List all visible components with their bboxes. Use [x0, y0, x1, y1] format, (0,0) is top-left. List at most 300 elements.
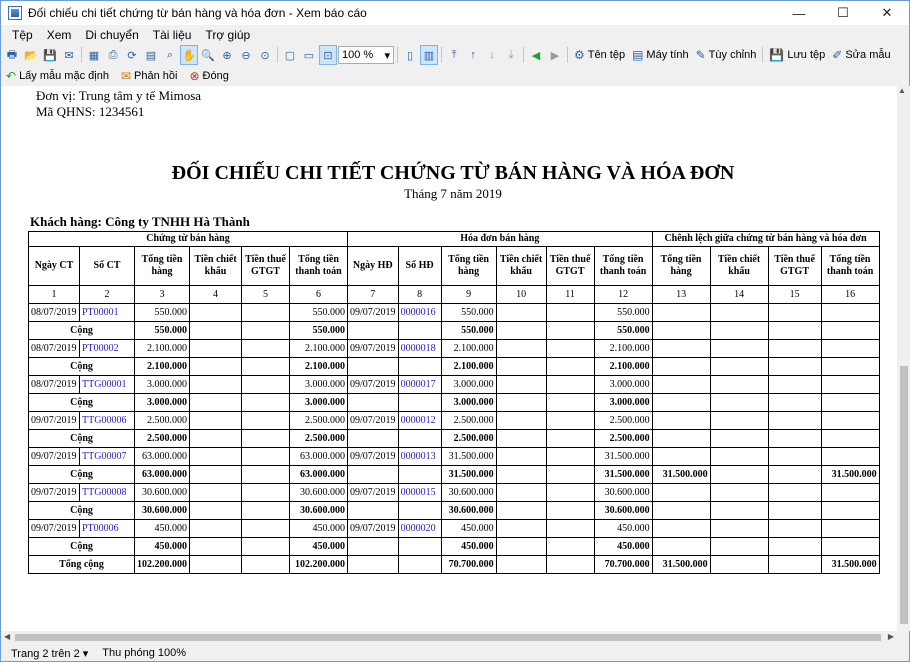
- table-cell: 09/07/2019: [29, 448, 80, 466]
- table-cell: 2.100.000: [441, 358, 496, 376]
- table-cell: 30.600.000: [441, 484, 496, 502]
- table-cell: [768, 394, 821, 412]
- table-cell: [348, 502, 399, 520]
- refresh-icon[interactable]: ⟳: [127, 49, 137, 62]
- column-header: Tổng tiền hàng: [652, 247, 710, 286]
- table-cell: [242, 466, 290, 484]
- table-cell: [710, 322, 768, 340]
- table-cell: [821, 376, 879, 394]
- table-cell: 2.500.000: [441, 412, 496, 430]
- column-number: 15: [768, 286, 821, 304]
- table-cell: 09/07/2019: [29, 520, 80, 538]
- table-cell: 2.100.000: [441, 340, 496, 358]
- column-number: 8: [398, 286, 441, 304]
- table-cell: [496, 520, 546, 538]
- table-cell: [821, 304, 879, 322]
- table-cell: 31.500.000: [652, 556, 710, 574]
- table-cell: [652, 358, 710, 376]
- table-cell: 3.000.000: [135, 376, 190, 394]
- table-cell: 31.500.000: [594, 466, 652, 484]
- document-link[interactable]: 0000017: [398, 376, 441, 394]
- table-cell: 550.000: [135, 304, 190, 322]
- table-cell: [768, 412, 821, 430]
- title-bar: [1, 1, 909, 25]
- table-cell: 550.000: [441, 304, 496, 322]
- page-setup-icon[interactable]: ▤: [145, 49, 157, 62]
- table-cell: 450.000: [135, 538, 190, 556]
- table-cell: 3.000.000: [441, 376, 496, 394]
- table-cell: [821, 484, 879, 502]
- table-cell: 09/07/2019: [348, 376, 399, 394]
- table-cell: [398, 394, 441, 412]
- table-cell: [710, 484, 768, 502]
- main-toolbar: [1, 44, 909, 66]
- zoom-tool-icon[interactable]: 🔍: [201, 49, 215, 62]
- table-cell: [190, 520, 242, 538]
- secondary-toolbar: [1, 66, 909, 86]
- customize-button[interactable]: [693, 45, 760, 65]
- table-cell: [546, 358, 594, 376]
- scroll-up-icon[interactable]: ▲: [898, 86, 906, 95]
- table-cell: [242, 340, 290, 358]
- table-cell: [242, 502, 290, 520]
- close-report-button[interactable]: [186, 66, 231, 86]
- table-cell: [242, 394, 290, 412]
- table-cell: 2.100.000: [135, 358, 190, 376]
- toolbar-separator: [277, 47, 278, 63]
- menu-navigate[interactable]: Di chuyển: [85, 27, 139, 42]
- single-page-icon[interactable]: ▯: [406, 49, 414, 62]
- table-cell: 30.600.000: [135, 484, 190, 502]
- table-cell: 2.500.000: [290, 430, 348, 448]
- group-header-difference: Chênh lệch giữa chứng từ bán hàng và hóa đơn: [652, 232, 879, 247]
- column-header: Tiền chiết khấu: [496, 247, 546, 286]
- table-cell: 2.500.000: [441, 430, 496, 448]
- table-cell: [710, 520, 768, 538]
- menu-bar: [1, 25, 909, 44]
- minimize-button[interactable]: —: [792, 5, 806, 21]
- table-cell: 2.100.000: [290, 340, 348, 358]
- customize-label: Tùy chỉnh: [708, 49, 757, 61]
- table-cell: [768, 556, 821, 574]
- document-link[interactable]: 0000013: [398, 448, 441, 466]
- zoom-status: Thu phóng 100%: [102, 647, 187, 659]
- table-cell: [652, 322, 710, 340]
- document-link[interactable]: 0000016: [398, 304, 441, 322]
- document-link[interactable]: TTG00007: [80, 448, 135, 466]
- email-icon[interactable]: ✉: [64, 49, 74, 62]
- table-row: [29, 304, 880, 322]
- scroll-right-icon[interactable]: ▶: [887, 632, 894, 641]
- previous-page-icon[interactable]: ↑: [470, 49, 476, 61]
- table-cell: [652, 430, 710, 448]
- table-cell: [546, 502, 594, 520]
- table-cell: [710, 412, 768, 430]
- search-icon[interactable]: ⌕: [166, 48, 174, 61]
- toolbar-separator: [397, 47, 398, 63]
- table-cell: [398, 466, 441, 484]
- table-cell: [190, 538, 242, 556]
- table-cell: [190, 304, 242, 322]
- table-cell: 30.600.000: [594, 502, 652, 520]
- table-cell: [710, 394, 768, 412]
- document-link[interactable]: TTG00001: [80, 376, 135, 394]
- table-cell: [348, 556, 399, 574]
- column-header: Tiền chiết khấu: [710, 247, 768, 286]
- table-cell: 09/07/2019: [29, 484, 80, 502]
- column-number: 12: [594, 286, 652, 304]
- table-cell: [496, 448, 546, 466]
- column-number-row: [29, 286, 880, 304]
- table-cell: [190, 394, 242, 412]
- document-link[interactable]: 0000012: [398, 412, 441, 430]
- table-cell: [398, 322, 441, 340]
- table-cell: [821, 538, 879, 556]
- table-cell: [398, 538, 441, 556]
- table-cell: 550.000: [441, 322, 496, 340]
- table-cell: [768, 304, 821, 322]
- table-cell: [546, 466, 594, 484]
- table-cell: [190, 358, 242, 376]
- table-cell: 09/07/2019: [348, 340, 399, 358]
- print-icon[interactable]: 🖶: [6, 48, 18, 61]
- table-cell: 550.000: [594, 304, 652, 322]
- table-cell: [768, 520, 821, 538]
- report-subtitle: Tháng 7 năm 2019: [404, 186, 502, 201]
- table-cell: 31.500.000: [594, 448, 652, 466]
- menu-view[interactable]: Xem: [46, 27, 72, 42]
- unit-label: Đơn vị: Trung tâm y tế Mimosa: [36, 88, 202, 103]
- table-cell: [768, 448, 821, 466]
- status-bar: [1, 644, 909, 662]
- table-cell: [242, 556, 290, 574]
- table-cell: 550.000: [290, 304, 348, 322]
- table-cell: 102.200.000: [135, 556, 190, 574]
- vertical-scroll-thumb[interactable]: [900, 366, 908, 624]
- table-cell: [821, 412, 879, 430]
- subtotal-label: Cộng: [29, 502, 135, 520]
- column-header: Tổng tiền hàng: [441, 247, 496, 286]
- feedback-label: Phản hồi: [134, 70, 178, 82]
- column-number: 10: [496, 286, 546, 304]
- table-cell: [496, 412, 546, 430]
- report-title: ĐỐI CHIẾU CHI TIẾT CHỨNG TỪ BÁN HÀNG VÀ HÓA ĐƠN: [171, 162, 735, 184]
- group-header-sales-docs: Chứng từ bán hàng: [29, 232, 348, 247]
- column-number: 2: [80, 286, 135, 304]
- close-report-label: Đóng: [202, 70, 229, 82]
- table-cell: [398, 430, 441, 448]
- table-cell: 2.100.000: [290, 358, 348, 376]
- table-cell: [348, 394, 399, 412]
- table-cell: [496, 466, 546, 484]
- table-cell: [768, 322, 821, 340]
- column-number: 7: [348, 286, 399, 304]
- table-cell: 08/07/2019: [29, 376, 80, 394]
- scroll-left-icon[interactable]: ◀: [4, 632, 11, 641]
- edit-template-button[interactable]: [829, 45, 893, 65]
- fit-width-icon[interactable]: ▭: [303, 49, 315, 62]
- table-cell: [821, 358, 879, 376]
- table-cell: [768, 430, 821, 448]
- subtotal-label: Cộng: [29, 466, 135, 484]
- table-row: [29, 412, 880, 430]
- floppy-icon: 💾: [769, 48, 785, 62]
- last-page-icon[interactable]: ⤓: [508, 48, 514, 61]
- table-cell: 2.100.000: [594, 358, 652, 376]
- menu-document[interactable]: Tài liệu: [152, 27, 192, 42]
- table-cell: 450.000: [594, 520, 652, 538]
- document-link[interactable]: 0000018: [398, 340, 441, 358]
- window-title: Đối chiếu chi tiết chứng từ bán hàng và hóa đơn - Xem báo cáo: [28, 6, 367, 20]
- horizontal-scroll-thumb[interactable]: [15, 634, 881, 641]
- column-header: Tổng tiền hàng: [135, 247, 190, 286]
- table-cell: [710, 556, 768, 574]
- table-cell: [768, 340, 821, 358]
- table-cell: [496, 484, 546, 502]
- table-cell: 102.200.000: [290, 556, 348, 574]
- back-icon[interactable]: ◀: [531, 49, 541, 62]
- export-icon[interactable]: ⎙: [108, 48, 118, 61]
- subtotal-label: Cộng: [29, 394, 135, 412]
- table-row: [29, 448, 880, 466]
- column-header: Ngày HĐ: [348, 247, 399, 286]
- table-cell: 63.000.000: [135, 448, 190, 466]
- next-page-icon[interactable]: ↓: [489, 49, 495, 61]
- table-cell: [710, 538, 768, 556]
- multi-page-icon[interactable]: ▥: [420, 45, 438, 65]
- table-cell: 450.000: [441, 538, 496, 556]
- default-template-label: Lấy mẫu mặc định: [19, 70, 109, 82]
- column-number: 6: [290, 286, 348, 304]
- table-cell: 70.700.000: [441, 556, 496, 574]
- chevron-down-icon: ▾: [384, 49, 390, 62]
- zoom-select[interactable]: [338, 46, 394, 64]
- table-cell: [652, 484, 710, 502]
- table-cell: 450.000: [441, 520, 496, 538]
- zoom-fit-icon[interactable]: ⊙: [260, 49, 270, 62]
- table-cell: 09/07/2019: [348, 484, 399, 502]
- zoom-out-icon[interactable]: ⊖: [241, 49, 251, 62]
- table-cell: 63.000.000: [290, 466, 348, 484]
- column-header: Ngày CT: [29, 247, 80, 286]
- table-cell: 550.000: [594, 322, 652, 340]
- column-header: Tiền thuế GTGT: [768, 247, 821, 286]
- actual-size-icon[interactable]: ⊡: [319, 45, 337, 65]
- table-cell: [190, 502, 242, 520]
- table-cell: 09/07/2019: [348, 520, 399, 538]
- table-cell: [496, 376, 546, 394]
- column-number: 13: [652, 286, 710, 304]
- table-cell: 3.000.000: [135, 394, 190, 412]
- table-cell: 30.600.000: [441, 502, 496, 520]
- column-header: Số CT: [80, 247, 135, 286]
- table-cell: [652, 376, 710, 394]
- column-header: Tổng tiền thanh toán: [594, 247, 652, 286]
- subtotal-row: [29, 538, 880, 556]
- table-cell: [821, 448, 879, 466]
- forward-icon[interactable]: ▶: [550, 49, 560, 62]
- table-cell: 09/07/2019: [348, 448, 399, 466]
- table-cell: [546, 322, 594, 340]
- table-cell: 550.000: [135, 322, 190, 340]
- table-cell: [768, 466, 821, 484]
- column-number: 11: [546, 286, 594, 304]
- column-header: Tiền thuế GTGT: [242, 247, 290, 286]
- maximize-button[interactable]: ☐: [837, 5, 849, 20]
- table-cell: [348, 322, 399, 340]
- table-cell: [652, 394, 710, 412]
- report-table: [28, 231, 880, 574]
- subtotal-row: [29, 502, 880, 520]
- open-icon[interactable]: 📂: [24, 49, 38, 62]
- table-cell: [821, 502, 879, 520]
- save-icon[interactable]: 💾: [43, 49, 57, 62]
- subtotal-row: [29, 394, 880, 412]
- table-cell: 2.500.000: [290, 412, 348, 430]
- table-cell: [496, 538, 546, 556]
- table-cell: [496, 394, 546, 412]
- table-cell: 2.500.000: [594, 430, 652, 448]
- table-cell: [546, 430, 594, 448]
- table-cell: [348, 538, 399, 556]
- gear-icon: ⚙: [574, 48, 585, 62]
- page-indicator-label: Trang 2 trên 2: [11, 647, 80, 660]
- document-link[interactable]: PT00006: [80, 520, 135, 538]
- report-viewport[interactable]: [1, 86, 897, 631]
- table-cell: [242, 538, 290, 556]
- table-cell: [348, 358, 399, 376]
- computer-button[interactable]: [629, 45, 692, 65]
- table-cell: 450.000: [135, 520, 190, 538]
- document-link[interactable]: PT00002: [80, 340, 135, 358]
- edit-icon: ✐: [832, 48, 843, 62]
- computer-label: Máy tính: [646, 49, 689, 61]
- menu-help[interactable]: Trợ giúp: [205, 27, 251, 42]
- table-cell: [546, 304, 594, 322]
- table-cell: [496, 340, 546, 358]
- document-link[interactable]: TTG00006: [80, 412, 135, 430]
- table-cell: [546, 412, 594, 430]
- table-cell: 31.500.000: [821, 556, 879, 574]
- hand-tool-icon[interactable]: ✋: [180, 45, 198, 65]
- document-link[interactable]: 0000015: [398, 484, 441, 502]
- document-link[interactable]: 0000020: [398, 520, 441, 538]
- horizontal-scrollbar[interactable]: [1, 631, 897, 644]
- column-number: 3: [135, 286, 190, 304]
- table-cell: [242, 484, 290, 502]
- table-cell: [398, 502, 441, 520]
- table-cell: [546, 448, 594, 466]
- edit-template-label: Sửa mẫu: [845, 49, 891, 61]
- chevron-down-icon: ▾: [82, 647, 89, 660]
- zoom-in-icon[interactable]: ⊕: [222, 49, 232, 62]
- column-number: 4: [190, 286, 242, 304]
- subtotal-label: Cộng: [29, 430, 135, 448]
- page-indicator[interactable]: [11, 647, 88, 660]
- table-cell: [496, 502, 546, 520]
- subtotal-label: Cộng: [29, 538, 135, 556]
- table-cell: [242, 520, 290, 538]
- table-cell: [496, 304, 546, 322]
- table-cell: 09/07/2019: [29, 412, 80, 430]
- table-cell: [652, 304, 710, 322]
- table-cell: [496, 430, 546, 448]
- subtotal-row: [29, 430, 880, 448]
- table-cell: [242, 376, 290, 394]
- toolbar-separator: [523, 47, 524, 63]
- table-cell: [768, 358, 821, 376]
- table-cell: [546, 538, 594, 556]
- table-cell: [242, 412, 290, 430]
- close-window-button[interactable]: ✕: [881, 5, 893, 20]
- table-cell: [242, 448, 290, 466]
- toolbar-separator: [762, 47, 763, 63]
- file-name-button[interactable]: [571, 45, 628, 65]
- fit-page-icon[interactable]: ▢: [284, 49, 296, 62]
- feedback-button[interactable]: [118, 66, 181, 86]
- table-cell: 63.000.000: [135, 466, 190, 484]
- document-icon: ▤: [632, 48, 644, 62]
- column-header: Số HĐ: [398, 247, 441, 286]
- table-cell: [190, 466, 242, 484]
- column-header: Tiền chiết khấu: [190, 247, 242, 286]
- default-template-button[interactable]: [3, 66, 112, 86]
- table-cell: [190, 412, 242, 430]
- file-name-label: Tên tệp: [587, 49, 626, 61]
- table-cell: [546, 556, 594, 574]
- table-cell: 08/07/2019: [29, 304, 80, 322]
- menu-file[interactable]: Tệp: [12, 27, 33, 42]
- save-file-button[interactable]: [766, 45, 828, 65]
- table-cell: 450.000: [290, 520, 348, 538]
- subtotal-label: Cộng: [29, 322, 135, 340]
- undo-icon: ↶: [6, 69, 17, 83]
- column-header: Tổng tiền thanh toán: [290, 247, 348, 286]
- table-cell: [190, 556, 242, 574]
- table-cell: [546, 340, 594, 358]
- table-cell: 70.700.000: [594, 556, 652, 574]
- table-cell: [768, 538, 821, 556]
- table-row: [29, 520, 880, 538]
- first-page-icon[interactable]: ⤒: [451, 48, 457, 61]
- column-header: Tổng tiền thanh toán: [821, 247, 879, 286]
- document-link[interactable]: TTG00008: [80, 484, 135, 502]
- table-cell: [768, 376, 821, 394]
- table-cell: 31.500.000: [821, 466, 879, 484]
- document-link[interactable]: PT00001: [80, 304, 135, 322]
- table-cell: [710, 358, 768, 376]
- table-cell: [190, 484, 242, 502]
- table-cell: 550.000: [290, 322, 348, 340]
- table-cell: 30.600.000: [290, 502, 348, 520]
- table-cell: 2.500.000: [135, 412, 190, 430]
- table-cell: 09/07/2019: [348, 304, 399, 322]
- table-cell: [710, 340, 768, 358]
- table-cell: 31.500.000: [441, 448, 496, 466]
- table-cell: [710, 502, 768, 520]
- table-cell: [190, 430, 242, 448]
- subtotal-row: [29, 466, 880, 484]
- table-cell: [821, 430, 879, 448]
- table-cell: [652, 520, 710, 538]
- subtotal-label: Tổng cộng: [29, 556, 135, 574]
- table-icon[interactable]: ▦: [88, 49, 100, 62]
- subtotal-row: [29, 358, 880, 376]
- vertical-scrollbar[interactable]: [897, 86, 910, 631]
- column-number: 16: [821, 286, 879, 304]
- app-icon: [8, 6, 22, 20]
- table-cell: [710, 304, 768, 322]
